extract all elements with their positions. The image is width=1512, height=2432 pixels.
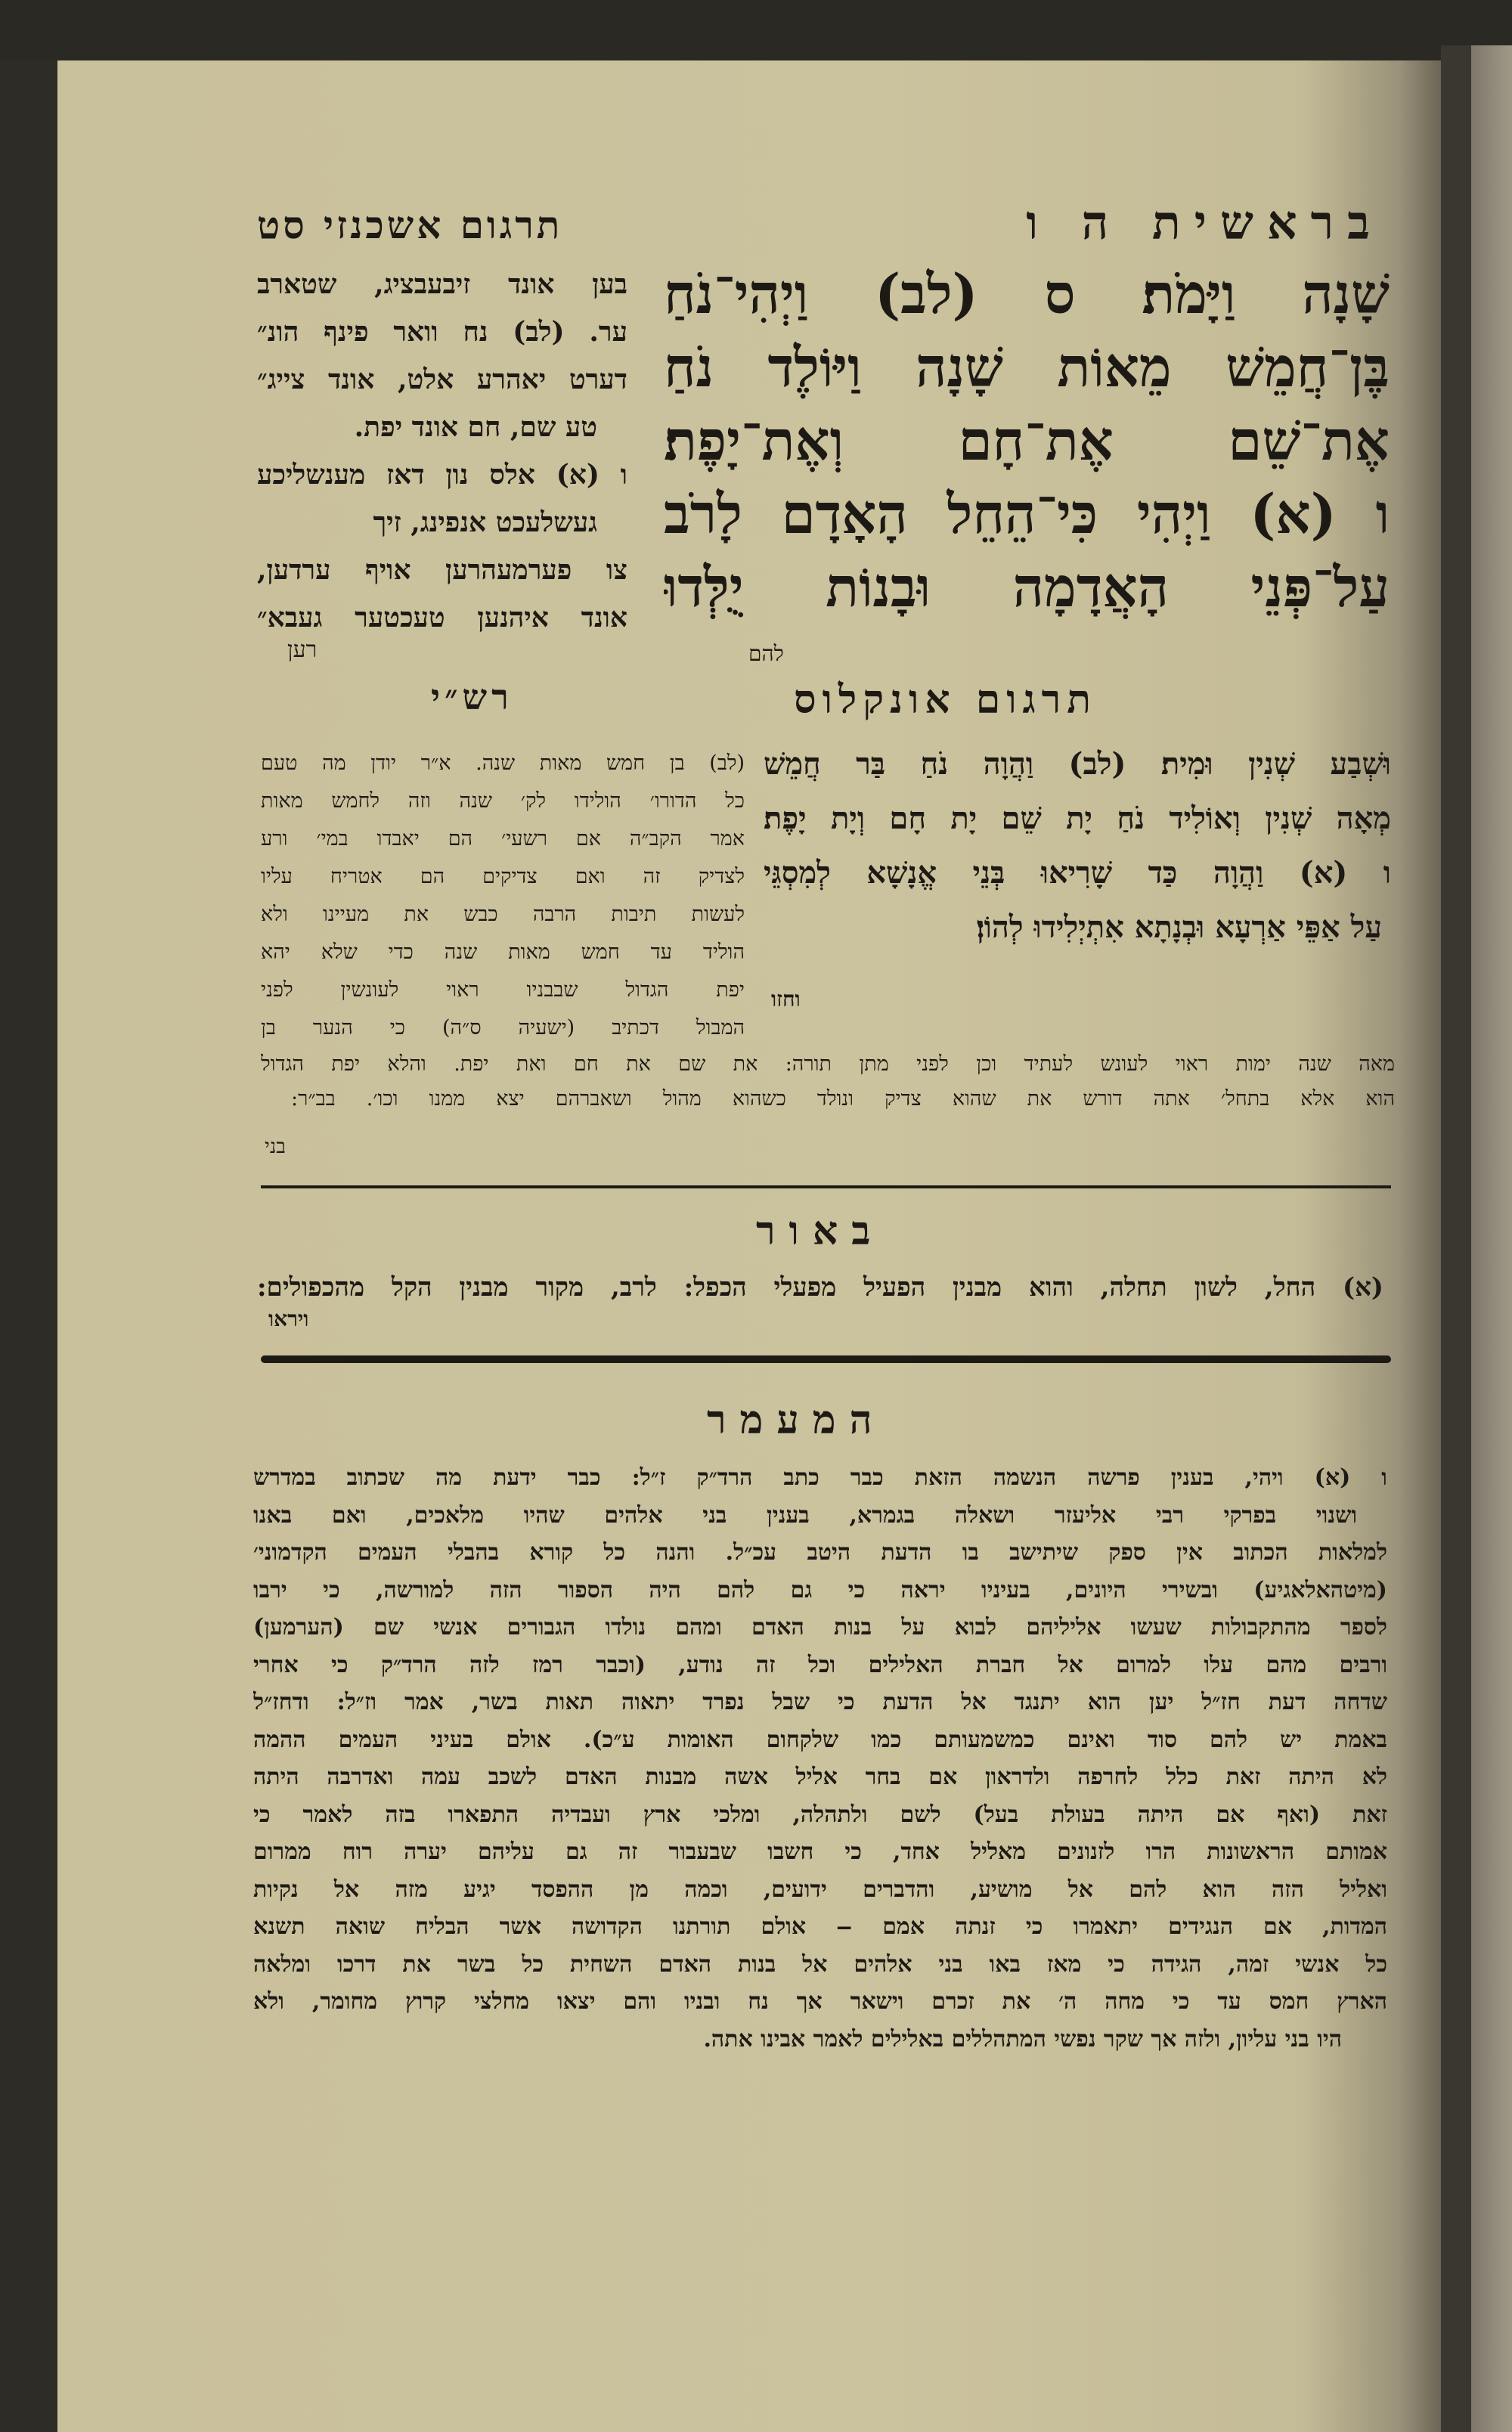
targum-ashkenazi-line: טע שם, חם אונד יפת. <box>354 411 597 443</box>
page-gutter <box>1441 45 1471 2432</box>
targum-ashkenazi-line: דערט יאהרע אלט, אונד צייג״ <box>257 364 627 395</box>
verse-line: בֶּן־חֲמֵשׁ מֵאוֹת שָׁנָה וַיּוֹלֶד נֹחַ <box>664 335 1390 399</box>
biur-text <box>257 1270 1383 1305</box>
hameasef-line: לא היתה זאת כלל לחרפה ולדראון אם בחר אליל אשה מבנות האדם לשכב עמה ואדרבה היתה <box>253 1764 1387 1790</box>
onkelos-line: וּשְׁבַע שְׁנִין וּמִית׃ (לב) וַהֲוָה נֹחַ בַּר חֲמֵשׁ <box>764 746 1391 782</box>
rashi-catchword: בני <box>265 1135 286 1158</box>
targum-ashkenazi-line: אונד איהנען טעכטער געבא״ <box>257 602 627 634</box>
verse-line: ו (א) וַיְהִי כִּי־הֵחֵל הָאָדָם לָרֹב <box>664 482 1390 546</box>
biur-title: באור <box>756 1208 885 1254</box>
hameasef-line: המדות, אם הנגידים יתאמרו כי זנתה אמם ‒ אולם תורתנו הקדושה אשר הבליח שואה תשנא <box>253 1913 1387 1940</box>
targum-ashkenazi-line: ער. (לב) נח וואר פינף הונ״ <box>257 316 627 348</box>
rashi-line: לצדיק זה ואם צדיקים הם אטריח עליו <box>261 865 745 888</box>
onkelos-catchword: וחזו <box>771 987 801 1012</box>
rashi-full-line: מאה שנה ימות ראוי לעונש לעתיד וכן לפני מתן תורה: את שם את חם ואת יפת. והלא יפת הגדול <box>261 1052 1395 1076</box>
targum-ashkenazi-line: ו (א) אלס נון דאז מענשליכע <box>257 459 627 491</box>
hameasef-line: הארץ חמס עד כי מחה ה׳ את זכרם וישאר אך נח ובניו והם יצאו מחלצי קרוץ מחומר, ולא <box>253 1988 1387 2015</box>
targum-ashkenazi-catchword: רען <box>287 637 318 663</box>
verse-line: עַל־פְּנֵי הָאֲדָמָה וּבָנוֹת יֻלְּדוּ <box>664 555 1390 619</box>
hameasef-title: המעמר <box>707 1397 886 1443</box>
verse-catchword: להם <box>748 641 784 666</box>
hameasef-line: לספר מהתקבולות שעשו אליליהם לבוא על בנות האדם ומהם נולדו הגבורים אנשי שם (הערמען) <box>253 1614 1387 1640</box>
hameasef-line: שדחה דעת חז״ל יען הוא יתנגד אל הדעת כי שבל נפרד יתאוה תאות בשר, אמר וז״ל: ודחז״ל <box>253 1689 1387 1715</box>
rashi-full-line: הוא אלא בתחל׳ אתה דורש את שהוא צדיק ונולד כשהוא מהול ושאברהם יצא ממנו וכו׳. בב״ר: <box>291 1087 1395 1111</box>
onkelos-line: עַל אַפֵּי אַרְעָא וּבְנָתָא אִתְיְלִידוּ לְהוֹן׃ <box>976 909 1382 945</box>
rashi-title: רש״י <box>431 677 513 717</box>
rashi-line: לעשות תיבות הרבה כבש את מעיינו ולא <box>261 903 745 926</box>
onkelos-column <box>764 737 1391 955</box>
biur-catchword: ויראו <box>268 1306 309 1331</box>
rashi-line: המבול דכתיב (ישעיה ס״ה) כי הנער בן <box>261 1016 745 1039</box>
hameasef-line: זאת (ואף אם היתה בעולת בעל) לשם ולתהלה, ומלכי ארץ ועבדיה התפארו בזה לאמר כי <box>253 1801 1387 1828</box>
hameasef-line: ורבים מהם עלו למרום אל חברת האלילים וכל זה נודע, (וכבר רמז לזה הרד״ק כי אחרי <box>253 1651 1387 1678</box>
hameasef-line: ואליל הזה הוא להם אל מושיע, והדברים ידועים, וכמה מן ההפסד יגיע מזה אל נקיות <box>253 1876 1387 1903</box>
targum-ashkenazi-title: תרגום אשכנזי סט <box>257 203 563 247</box>
rashi-line: יפת הגדול שבבניו ראוי לעונשין לפני <box>261 978 745 1002</box>
hameasef-line: היו בני עליון, ולזה אך שקר נפשי המתהללים באלילים לאמר אבינו אתה. <box>703 2025 1342 2052</box>
hameasef-line: אמותם הראשונות הרו לזנונים מאליל אחד, כי חשבו שבעבור זה גם עליהם יערה רוח ממרום <box>253 1839 1387 1865</box>
rashi-column <box>261 745 745 1047</box>
biur-line: (א) החל, לשון תחלה, והוא מבנין הפעיל מפעלי הכפל: לרב, מקור מבנין הקל מהכפולים: <box>257 1272 1383 1303</box>
scan-top-border <box>0 0 1512 60</box>
hameasef-line: ו (א) ויהי, בענין פרשה הנשמה הזאת כבר כתב הרד״ק ז״ל: כבר ידעת מה שכתוב במדרש <box>253 1464 1387 1491</box>
rashi-line: (לב) בן חמש מאות שנה. א״ר יודן מה טעם <box>261 751 745 775</box>
verse-line: שָׁנָה וַיָּמֹת׃ ס (לב) וַיְהִי־נֹחַ <box>664 262 1390 326</box>
targum-ashkenazi-line: געשלעכט אנפינג, זיך <box>373 507 597 538</box>
facing-page-edge <box>1471 45 1512 2432</box>
section-divider <box>261 1185 1391 1188</box>
rashi-continuation <box>261 1047 1395 1117</box>
targum-ashkenazi-column <box>257 261 627 642</box>
hameasef-line: (מיטהאלאגיע) ובשירי היונים, בעיניו יראה כי גם להם היה הספור הזה למורשה, כי ירבו <box>253 1576 1387 1603</box>
verse-line: אֶת־שֵׁם אֶת־חָם וְאֶת־יָפֶת׃ <box>664 408 1390 472</box>
hameasef-line: ושנוי בפרקי רבי אליעזר ושאלה בגמרא, בענין בני אלהים שהיו מלאכים, ואם באנו <box>253 1501 1357 1529</box>
running-header-book: בראשית ה ו <box>1026 195 1383 250</box>
rashi-line: אמר הקב״ה אם רשעי׳ הם יאבדו במי׳ ורע <box>261 827 745 850</box>
thick-section-divider <box>261 1355 1391 1363</box>
hameasef-line: כל אנשי זמה, הגידה כי מאז באו בני אלהים אל בנות האדם השחית כל בשר את דרכו ומלאה <box>253 1950 1387 1978</box>
hameasef-line: באמת יש להם סוד ואינם כמשמעותם כמו שלקחום האומות ע״כ). אולם בעיני העמים ההמה <box>253 1726 1387 1753</box>
targum-ashkenazi-line: בען אונד זיבעבציג, שטארב <box>257 268 627 300</box>
onkelos-title: תרגום אונקלוס <box>794 677 1097 723</box>
onkelos-line: ו (א) וַהֲוָה כַּד שָׁרִיאוּ בְּנֵי אֱנָשָׁא לְמִסְגֵּי <box>764 855 1391 891</box>
verse-text <box>664 257 1390 624</box>
targum-ashkenazi-line: צו פערמעהרען אויף ערדען, <box>257 554 627 586</box>
hameasef-text <box>253 1459 1387 2058</box>
hameasef-line: למלאות הכתוב אין ספק שיתישב בו הדעת היטב עכ״ל. והנה כל קורא בהבלי העמים הקדמוני׳ <box>253 1539 1387 1566</box>
rashi-line: כל הדורו׳ הולידו לק׳ שנה וזה לחמש מאות <box>261 789 745 813</box>
rashi-line: הוליד עד חמש מאות שנה כדי שלא יהא <box>261 940 745 964</box>
onkelos-line: מְאָה שְׁנִין וְאוֹלִיד נֹחַ יָת שֵׁם יָת חָם וְיָת יָפֶת׃ <box>764 801 1391 836</box>
